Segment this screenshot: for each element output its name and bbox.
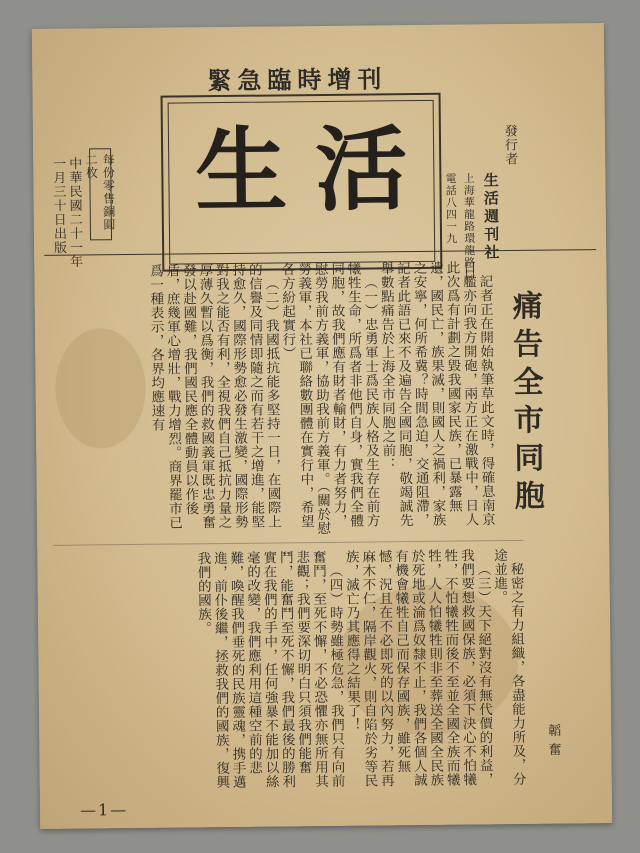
article-paragraph: 秘密之有力組織，各盡能力所及，分途並進。 (490, 548, 526, 786)
price-label: 每份零售銅圓二枚 (84, 153, 116, 232)
article-paragraph: （二）我國抵抗能多堅持一日，在國際上的信譽及同情即隨之而有若干之增進，能堅持愈久，國際形勢愈必發生激變，國際形勢對我之能否有利，全視我們自己抵抗力量之厚薄久暫以爲衡，我們的救國義軍既忠勇奮發以赴國難，我們國民應全體動員以作後盾，庶幾軍心增壯，戰力增烈。商界罷市已爲一種表示，各界均應速有 (146, 262, 281, 530)
author-signature: 韜奮 (545, 723, 561, 762)
masthead-frame (161, 93, 443, 272)
article-lower-body (53, 548, 526, 797)
issue-title: 緊急臨時增刊 (207, 64, 388, 96)
article-paragraph: （一）忠勇軍士爲民族人格及生存在前方犧牲生命，所爲者非他們自身，實我們全體同胞，故我們應有財者輸財，有力者努力，慰勞我前方義軍，協助我前方義軍。（關於慰勞義軍，本社已聯絡數團體在實行中，希望各方紛起實行） (278, 261, 380, 536)
section-divider (53, 540, 523, 546)
article-upper-body (50, 260, 495, 539)
article-paragraph: （四）時勢雖極危急，我們只有向前奮鬥，至死不懈，不必恐懼亦無所用其悲觀；我們要深切明白只須我們能奮鬥，能奮鬥至死不懈，我們最後的勝利實在我們的手中，任何強暴不能加以絲毫的改變，我們應利用這種空前的悲難，喚醒我們垂死的民族靈魂，携手邁進，前仆後繼，拯救我們的國族，復興我們的國族。 (194, 549, 345, 790)
publisher-label: 發行者 (501, 123, 518, 167)
page-number: —1— (79, 800, 129, 820)
date-line-1: 中華民國二十一年 (66, 156, 83, 269)
masthead-title: 生活 (194, 114, 436, 226)
article-paragraph: （三）天下絕對沒有無代價的利益，我們要想救國保族，必須下決心不怕犧牲，不怕犧牲而後不至並全國全族而犧牲，人人怕犧牲則非至葬送全國全民族於死地或淪爲奴隸不止，我們各個人誠有機會犧牲自己而保存國族，雖死無憾，況且在不必即死的以內努力，若再麻木不仁，隔岸觀火，則自陷於劣等民族，滅亡乃其應得之結果了！ (342, 548, 493, 788)
publisher-name: 生活週刊社 (481, 172, 501, 263)
publisher-telephone: 電話八四一九 (443, 172, 458, 245)
date-line-2: 一月三十日出版 (50, 156, 67, 255)
publisher-address: 上海華龍路環龍路口 (461, 172, 477, 281)
newspaper-page (32, 23, 612, 829)
article-headline: 痛告全市同胞 (506, 289, 544, 519)
article-paragraph: 記者正在開始執筆草此文時，得確息南京日艦亦向我方開砲，兩方正在激戰中，日人此次爲有計劃之毀我國家民族，已暴露無遺，國民亡，族果滅，則國人之禍利，家族之安寧，何所希冀？時間急迫，交通阻滯，記者此語已來不及遍告全國同胞，敬竭誠先舉數點痛告於上海全市同胞之前： (377, 260, 496, 528)
price-box (84, 148, 116, 240)
